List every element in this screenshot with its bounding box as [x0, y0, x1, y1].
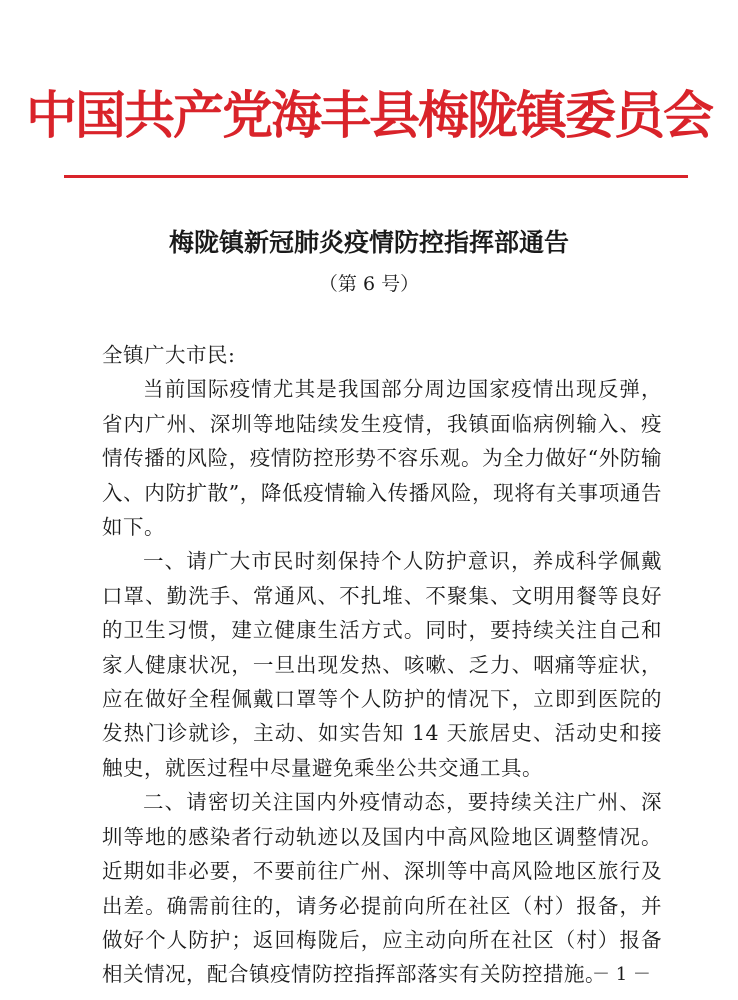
notice-title: 梅陇镇新冠肺炎疫情防控指挥部通告: [168, 228, 569, 257]
paragraph-intro: 当前国际疫情尤其是我国部分周边国家疫情出现反弹，省内广州、深圳等地陆续发生疫情，我镇面临病例输入、疫情传播的风险，疫情防控形势不容乐观。为全力做好“外防输入、内防扩散”，降低疫情输入传播风险，现将有关事项通告如下。: [102, 377, 662, 540]
page-number: － 1 －: [592, 964, 651, 985]
paragraph-item-1: 一、请广大市民时刻保持个人防护意识，养成科学佩戴口罩、勤洗手、常通风、不扎堆、不聚集、文明用餐等良好的卫生习惯，建立健康生活方式。同时，要持续关注自己和家人健康状况，一旦出现发热、咳嗽、乏力、咽痛等症状，应在做好全程佩戴口罩等个人防护的情况下，立即到医院的发热门诊就诊，主动、如实告知 14 天旅居史、活动史和接触史，就医过程中尽量避免乘坐公共交通工具。: [102, 549, 662, 780]
notice-number: （第 6 号）: [318, 273, 420, 295]
header-org-title: 中国共产党海丰县梅陇镇委员会: [25, 86, 712, 146]
header-red-rule: [64, 175, 688, 178]
notice-body: [102, 338, 662, 992]
salutation: 全镇广大市民:: [102, 343, 236, 367]
paragraph-item-2: 二、请密切关注国内外疫情动态，要持续关注广州、深圳等地的感染者行动轨迹以及国内中高风险地区调整情况。近期如非必要，不要前往广州、深圳等中高风险地区旅行及出差。确需前往的，请务必提前向所在社区（村）报备，并做好个人防护；返回梅陇后，应主动向所在社区（村）报备相关情况，配合镇疫情防控指挥部落实有关防控措施。: [102, 790, 662, 987]
